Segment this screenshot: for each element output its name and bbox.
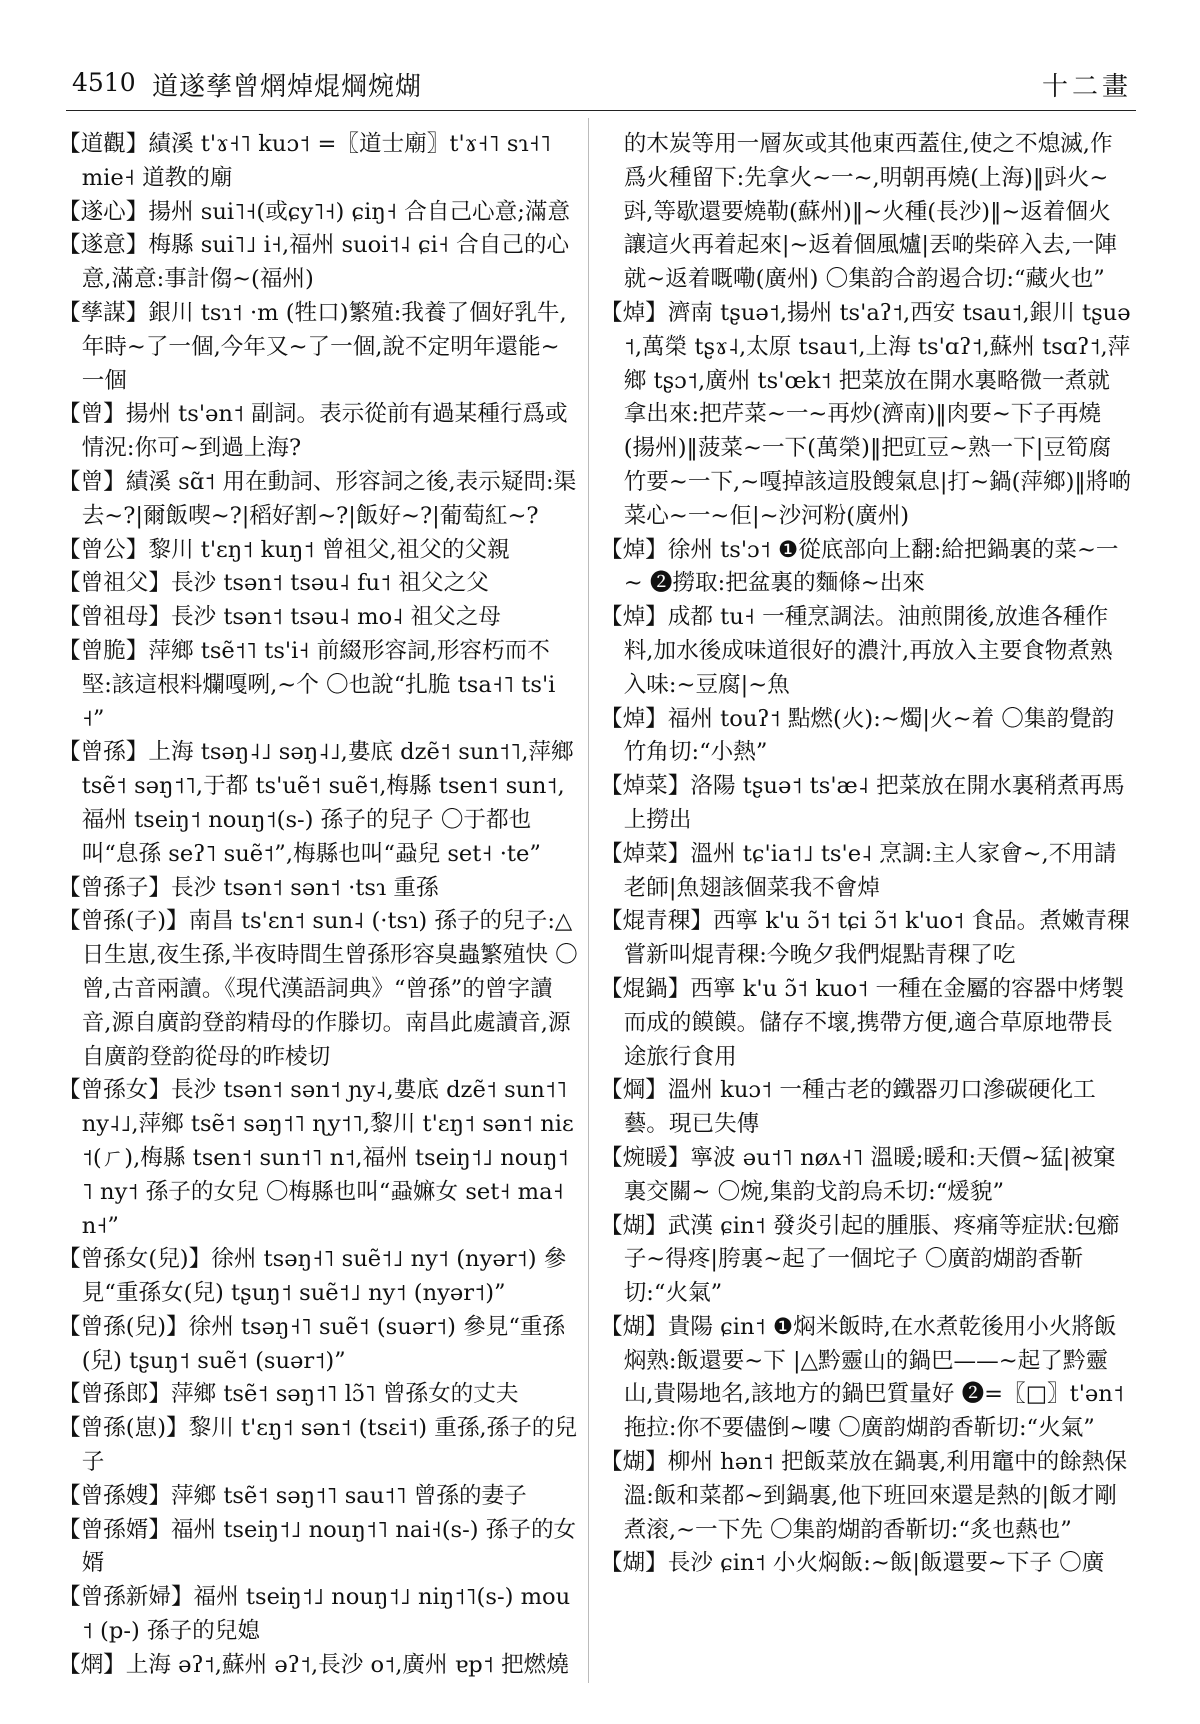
dictionary-entry: 【曾孫新婦】福州 tseiŋ˦˩ nouŋ˦˩ niŋ˦˥(s-) mou˦ (p-) 孫子的兒媳 — [58, 1584, 571, 1645]
section-label: 十二畫 — [1041, 72, 1132, 102]
page-number: 4510 — [72, 68, 136, 97]
dictionary-entry: 【煳】貴陽 ɕin˦ ❶焖米飯時,在水煮乾後用小火將飯焖熟:飯還要~下 |△黔靈山的鍋巴——~起了黔靈山,貴陽地名,該地方的鍋巴質量好 ❷=〖□〗t'ən˦ 拖拉:你不要儘倒~嘍 〇廣韵煳韵香靳切:“火氣” — [600, 1313, 1124, 1442]
dictionary-entry: 【曾祖父】長沙 tsən˦ tsəu˨ fu˦ 祖父之父 — [58, 570, 489, 597]
dictionary-entry: 【曾】績溪 sɑ̃˦ 用在動詞、形容詞之後,表示疑問:渠去~?|爾飯喫~?|稻好割~?|飯好~?|葡萄紅~? — [58, 468, 577, 529]
dictionary-entry: 【煳】武漢 ɕin˦ 發炎引起的腫脹、疼痛等症狀:包癤子~得疼|胯裏~起了一個坨子 〇廣韵煳韵香靳切:“火氣” — [600, 1212, 1120, 1307]
dictionary-entry: 【曾孫(子)】南昌 ts'ɛn˦ sun˨ (·tsɿ) 孫子的兒子:△日生崽,夜生孫,半夜時間生曾孫形容臭蟲繁殖快 〇曾,古音兩讀。《現代漢語詞典》“曾孫”的曾字讀音,源自廣韵登韵精母的作滕切。南昌此處讀音,源自廣韵登韵從母的昨棱切 — [58, 908, 578, 1070]
dictionary-entry: 【焥暖】寧波 əu˦˥ nøʌ˧˥ 溫暖;暖和:天價~猛|被窠裏交關~ 〇焥,集韵戈韵烏禾切:“煖貌” — [600, 1144, 1116, 1205]
dictionary-entry: 【曾孫婿】福州 tseiŋ˦˩ nouŋ˦˥ nai˧(s-) 孫子的女婿 — [58, 1516, 577, 1577]
dictionary-entry: 【曾孫子】長沙 tsən˦ sən˦ ·tsɿ 重孫 — [58, 874, 439, 901]
dictionary-entry: 【焯】徐州 ts'ɔ˦ ❶從底部向上翻:給把鍋裏的菜~一~ ❷撈取:把盆裏的麵條~出來 — [600, 536, 1119, 597]
dictionary-entry: 【曾孫女】長沙 tsən˦ sən˦ ɲy˨,婁底 dzẽ˦ sun˦˥ ny˨˩,萍鄉 tsẽ˦ səŋ˦˥ ɳy˦˥,黎川 t'ɛŋ˦ sən˦ niɛ˦(ㄏ),梅縣 tsen˦ sun˦˥ n˦,福州 tseiŋ˦˩ nouŋ˦˥ ny˦ 孫子的女兒 〇梅縣也叫“蝨嫲女 set˧ ma˧ n˧” — [58, 1077, 574, 1239]
dictionary-entry: 【曾孫女(兒)】徐州 tsəŋ˧˥ suẽ˦˩ ny˦ (nyər˦) 參見“重孫女(兒) tʂuŋ˦ suẽ˦˩ ny˦ (nyər˦)” — [58, 1246, 567, 1307]
dictionary-entry: 【曾公】黎川 t'ɛŋ˦ kuŋ˦ 曾祖父,祖父的父親 — [58, 536, 510, 563]
column-divider — [588, 118, 589, 1683]
dictionary-entry-continuation: 的木炭等用一層灰或其他東西蓋住,使之不熄滅,作爲火種留下:先拿火~一~,明朝再燒(上海)‖㪷火~㪷,等歇還要燒勒(蘇州)‖~火種(長沙)‖~返着個火讓這火再着起來|~返着個風爐|丟啲柴碎入去,一陣就~返着嘅嘞(廣州) 〇集韵合韵遏合切:“藏火也” — [623, 131, 1117, 293]
dictionary-entry: 【道觀】績溪 t'ɤ˧˥ kuɔ˦ =〖道士廟〗t'ɤ˧˥ sɿ˧˥ mie˧ 道教的廟 — [58, 131, 551, 191]
dictionary-entry: 【焯】成都 tu˧ 一種烹調法。油煎開後,放進各種作料,加水後成味道很好的濃汁,再放入主要食物煮熟入味:~豆腐|~魚 — [600, 604, 1113, 698]
dictionary-entry: 【孳謀】銀川 tsɿ˦ ·m (牲口)繁殖:我養了個好乳牛,年時~了一個,今年又~了一個,說不定明年還能~一個 — [58, 299, 567, 394]
dictionary-entry: 【曾孫】上海 tsəŋ˨˩ səŋ˨˩,婁底 dzẽ˦ sun˦˥,萍鄉 tsẽ˦ səŋ˦˥,于都 ts'uẽ˦ suẽ˦,梅縣 tsen˦ sun˦,福州 tseiŋ˦ nouŋ˦(s-) 孫子的兒子 〇于都也叫“息孫 seʔ˥ suẽ˦”,梅縣也叫“蝨兒 set˧ ·te” — [58, 739, 574, 867]
page-header — [72, 62, 1132, 102]
dictionary-entry: 【曾脆】萍鄉 tsẽ˦˥ ts'i˧ 前綴形容詞,形容朽而不堅:該這根料爛嘎咧,~个 〇也說“扎脆 tsa˧˥ ts'i˧” — [58, 637, 556, 732]
dictionary-entry: 【曾孫嫂】萍鄉 tsẽ˦ səŋ˦˥ sau˦˥ 曾孫的妻子 — [58, 1482, 527, 1509]
dictionary-entry: 【曾孫(兒)】徐州 tsəŋ˧˥ suẽ˦ (suər˦) 參見“重孫(兒) tʂuŋ˦ suẽ˦ (suər˦)” — [58, 1313, 566, 1374]
header-rule — [66, 110, 1136, 111]
dictionary-entry: 【曾祖母】長沙 tsən˦ tsəu˨ mo˨ 祖父之母 — [58, 604, 501, 631]
dictionary-entry: 【曾孫(崽)】黎川 t'ɛŋ˦ sən˦ (tsɛi˦) 重孫,孫子的兒子 — [58, 1415, 577, 1476]
dictionary-entry: 【焹】上海 əʔ˦,蘇州 əʔ˦,長沙 o˦,廣州 ɐp˦ 把燃燒 — [58, 1651, 569, 1678]
dictionary-entry: 【焜青稞】西寧 k'u ɔ̃˦ tɕi ɔ̃˦ k'uo˦ 食品。煮嫩青稞嘗新叫焜青稞:今晚夕我們焜點青稞了吃 — [600, 908, 1130, 969]
dictionary-entry: 【焯】濟南 tʂuə˦,揚州 ts'aʔ˦,西安 tsau˦,銀川 tʂuə˦,萬榮 tʂɤ˨,太原 tsau˦,上海 ts'ɑʔ˦,蘇州 tsɑʔ˦,萍鄉 tʂɔ˦,廣州 ts'œk˦ 把菜放在開水裏略微一煮就拿出來:把芹菜~一~再炒(濟南)‖肉要~下子再燒(揚州)‖菠菜~一下(萬榮)‖把豇豆~熟一下|豆筍腐竹要~一下,~嘎掉該這股餿氣息|打~鍋(萍鄉)‖將啲菜心~一~佢|~沙河粉(廣州) — [600, 299, 1131, 529]
left-column — [58, 128, 578, 1683]
dictionary-entry: 【焵】溫州 kuɔ˦ 一種古老的鐵器刃口滲碳硬化工藝。現已失傳 — [600, 1077, 1096, 1138]
dictionary-entry: 【焜鍋】西寧 k'u ɔ̃˦ kuo˦ 一種在金屬的容器中烤製而成的饃饃。儲存不壞,携帶方便,適合草原地帶長途旅行食用 — [600, 975, 1125, 1070]
dictionary-entry: 【煳】長沙 ɕin˦ 小火焖飯:~飯|飯還要~下子 〇廣 — [600, 1550, 1105, 1577]
dictionary-entry: 【遂心】揚州 sui˥˧(或ɕy˥˧) ɕiŋ˧ 合自己心意;滿意 — [58, 198, 571, 225]
dictionary-entry: 【煳】柳州 hən˦ 把飯菜放在鍋裏,利用竈中的餘熱保溫:飯和菜都~到鍋裏,他下班回來還是熱的|飯才剛煮滚,~一下先 〇集韵煳韵香靳切:“炙也爇也” — [600, 1449, 1128, 1543]
dictionary-entry: 【焯菜】溫州 tɕ'ia˦˩ ts'e˨ 烹調:主人家會~,不用請老師|魚翅該個菜我不會焯 — [600, 840, 1117, 901]
dictionary-entry: 【曾】揚州 ts'ən˦ 副詞。表示從前有過某種行爲或情況:你可~到過上海? — [58, 401, 568, 462]
dictionary-entry: 【焯菜】洛陽 tʂuə˦ ts'æ˨ 把菜放在開水裏稍煮再馬上撈出 — [600, 773, 1125, 833]
right-column — [600, 128, 1132, 1581]
running-title: 道遂孳曾焹焯焜焵焥煳 — [152, 72, 423, 102]
dictionary-entry: 【焯】福州 touʔ˦ 點燃(火):~燭|火~着 〇集韵覺韵竹角切:“小熱” — [600, 705, 1115, 766]
dictionary-entry: 【遂意】梅縣 sui˥˩ i˧,福州 suoi˦˨ ɕi˧ 合自己的心意,滿意:事計㑳~(福州) — [58, 232, 570, 293]
dictionary-entry: 【曾孫郎】萍鄉 tsẽ˦ səŋ˦˥ lɔ̃˥ 曾孫女的丈夫 — [58, 1381, 519, 1408]
